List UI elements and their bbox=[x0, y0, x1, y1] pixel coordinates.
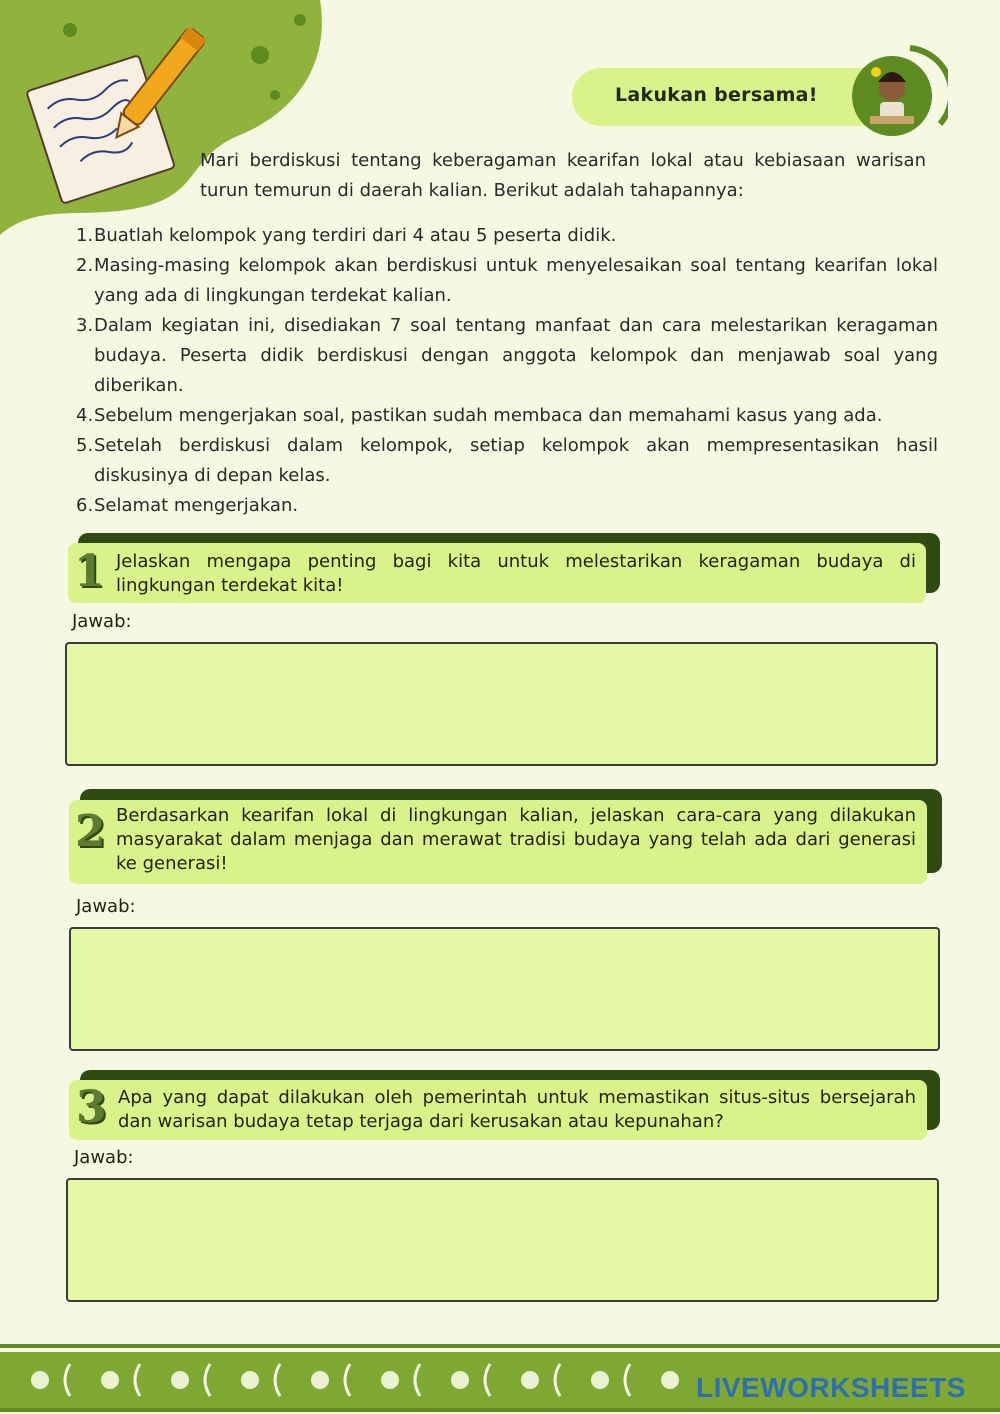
question-1-answer-label: Jawab: bbox=[72, 611, 132, 632]
question-3-answer-label: Jawab: bbox=[74, 1147, 134, 1168]
step-text: Masing-masing kelompok akan berdiskusi untuk menyelesaikan soal tentang kearifan lokal yang ada di lingkungan terdekat kalian. bbox=[94, 255, 938, 306]
question-3-text: Apa yang dapat dilakukan oleh pemerintah untuk memastikan situs-situs bersejarah dan warisan budaya tetap terjaga dari kerusakan atau kepunahan? bbox=[118, 1087, 916, 1132]
question-3-answer-field[interactable] bbox=[66, 1178, 939, 1302]
step-number: 1. bbox=[76, 225, 94, 246]
question-2-number: 2 bbox=[75, 806, 106, 857]
question-2-text: Berdasarkan kearifan lokal di lingkungan kalian, jelaskan cara-cara yang dilakukan masyarakat dalam menjaga dan merawat tradisi budaya yang telah ada dari generasi ke generasi! bbox=[116, 805, 916, 874]
question-1-answer-field[interactable] bbox=[65, 642, 938, 766]
question-2-answer-label: Jawab: bbox=[76, 896, 136, 917]
liveworksheets-logo: LIVEWORKSHEETS bbox=[696, 1372, 966, 1403]
step-number: 3. bbox=[76, 315, 94, 336]
step-text: Setelah berdiskusi dalam kelompok, setiap kelompok akan mempresentasikan hasil diskusinya di depan kelas. bbox=[94, 435, 938, 486]
intro-paragraph: Mari berdiskusi tentang keberagaman kearifan lokal atau kebiasaan warisan turun temurun di daerah kalian. Berikut adalah tahapannya: bbox=[200, 150, 926, 201]
list-item bbox=[76, 311, 938, 401]
question-1-text: Jelaskan mengapa penting bagi kita untuk melestarikan keragaman budaya di lingkungan terdekat kita! bbox=[116, 551, 916, 596]
step-number: 2. bbox=[76, 255, 94, 276]
list-item bbox=[76, 491, 938, 521]
question-3-number: 3 bbox=[76, 1082, 107, 1133]
question-1-number: 1 bbox=[74, 546, 105, 597]
list-item bbox=[76, 431, 938, 491]
step-text: Buatlah kelompok yang terdiri dari 4 atau 5 peserta didik. bbox=[94, 225, 617, 246]
step-number: 6. bbox=[76, 495, 94, 516]
step-text: Selamat mengerjakan. bbox=[94, 495, 299, 516]
step-number: 5. bbox=[76, 435, 94, 456]
list-item bbox=[76, 221, 938, 251]
activity-badge-label: Lakukan bersama! bbox=[615, 84, 818, 106]
list-item bbox=[76, 251, 938, 311]
list-item bbox=[76, 401, 938, 431]
question-2-answer-field[interactable] bbox=[69, 927, 940, 1051]
instruction-steps bbox=[76, 221, 938, 521]
step-text: Sebelum mengerjakan soal, pastikan sudah membaca dan memahami kasus yang ada. bbox=[94, 405, 883, 426]
student-reading-icon bbox=[840, 42, 948, 138]
step-number: 4. bbox=[76, 405, 94, 426]
step-text: Dalam kegiatan ini, disediakan 7 soal tentang manfaat dan cara melestarikan keragaman budaya. Peserta didik berdiskusi dengan anggota kelompok dan menjawab soal yang diberikan. bbox=[94, 315, 938, 396]
